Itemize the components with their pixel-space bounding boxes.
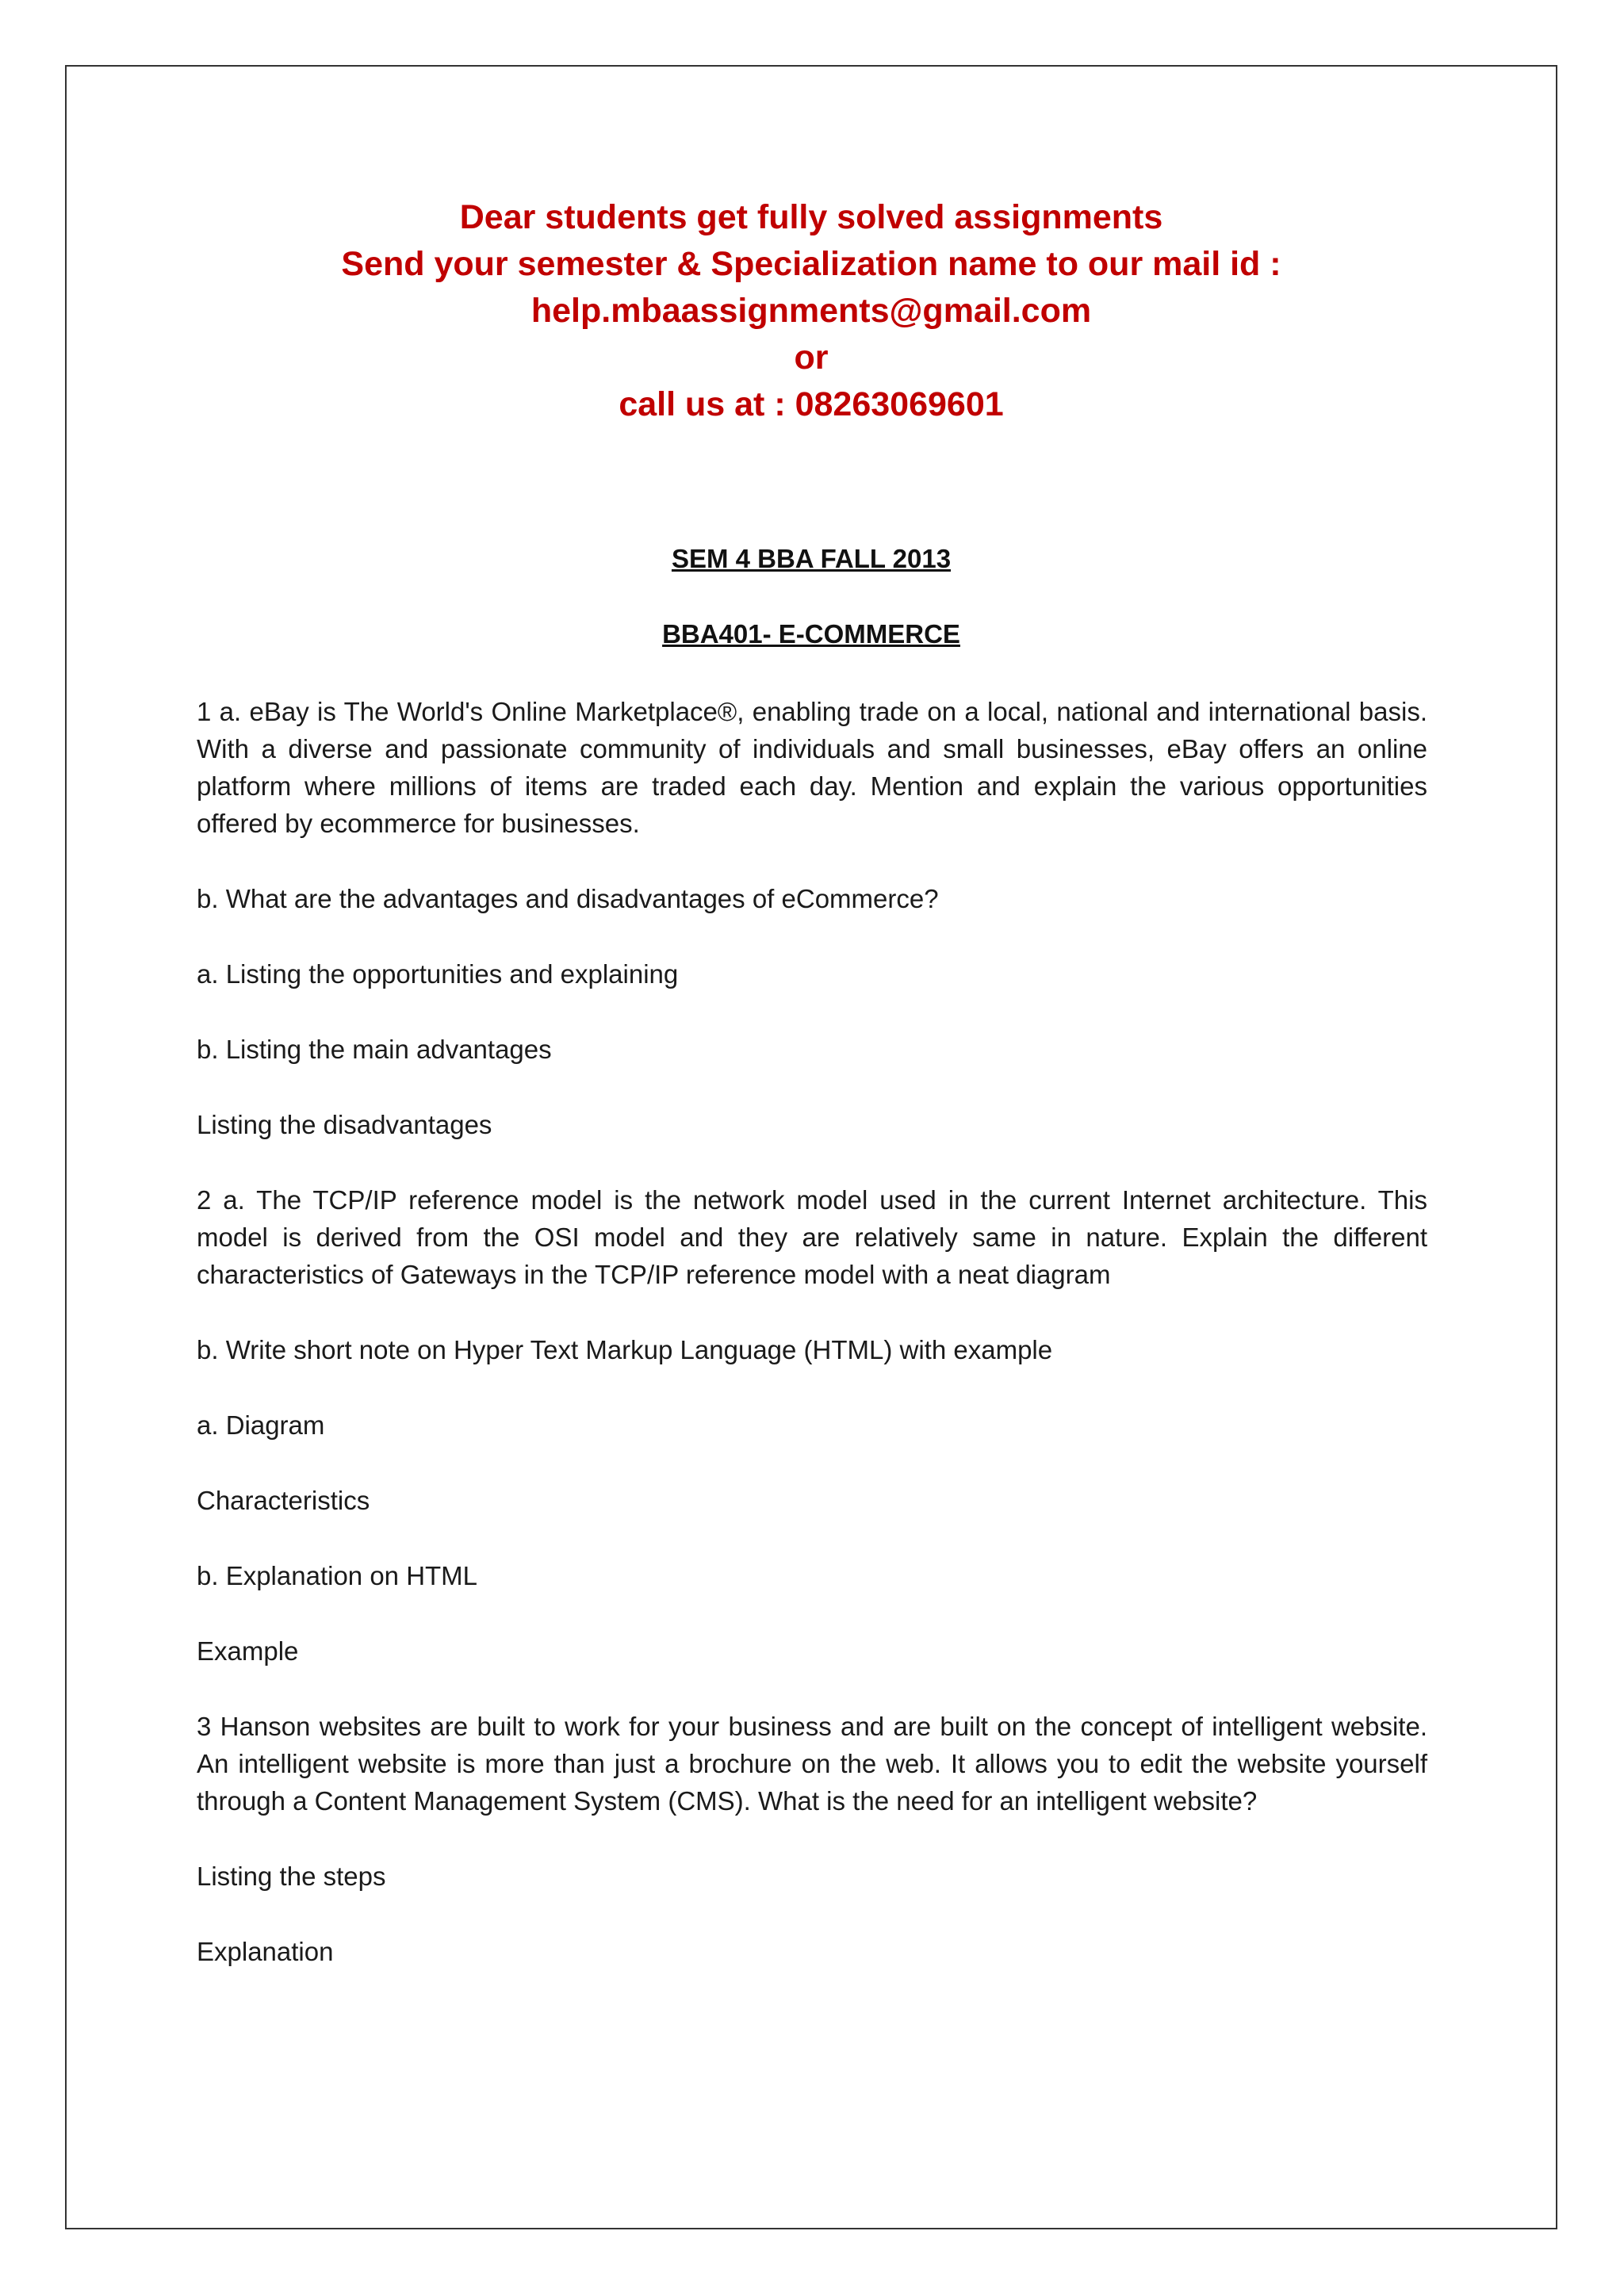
question-3: 3 Hanson websites are built to work for your business and are built on the concept of intelligent website. An intelligent website is more than just a brochure on the web. It allows you to edit the website yourself through a Content Management System (CMS). What is the need for an intelligent website? [197,1712,1427,1816]
answer-3-b: Explanation [197,1937,334,1966]
question-2a: 2 a. The TCP/IP reference model is the network model used in the current Internet architecture. This model is derived from the OSI model and they are relatively same in nature. Explain the different characteristics of Gateways in the TCP/IP reference model with a neat diagram [197,1185,1427,1289]
answer-1-b: b. Listing the main advantages [197,1035,552,1064]
promo-email: help.mbaassignments@gmail.com [530,292,1092,330]
question-1b: b. What are the advantages and disadvantages of eCommerce? [197,884,939,913]
answer-3-a: Listing the steps [197,1862,386,1891]
answer-1-c: Listing the disadvantages [197,1110,492,1139]
promo-line-1: Dear students get fully solved assignments [459,198,1163,236]
answer-2-c: b. Explanation on HTML [197,1561,478,1590]
promo-or: or [794,339,829,377]
promo-line-2: Send your semester & Specialization name to our mail id : [341,245,1281,283]
question-content [197,693,1427,2008]
question-2b: b. Write short note on Hyper Text Markup Language (HTML) with example [197,1335,1053,1364]
answer-2-b: Characteristics [197,1486,370,1515]
promo-header [65,194,1557,428]
semester-title: SEM 4 BBA FALL 2013 [671,544,952,573]
question-1a: 1 a. eBay is The World's Online Marketplace®, enabling trade on a local, national and international basis. With a diverse and passionate community of individuals and small businesses, eBay offers an online platform where millions of items are traded each day. Mention and explain the various opportunities offered by ecommerce for businesses. [197,697,1427,838]
answer-2-a: a. Diagram [197,1410,325,1440]
answer-1-a: a. Listing the opportunities and explaining [197,959,679,989]
promo-phone: call us at : 08263069601 [619,385,1004,423]
subject-title: BBA401- E-COMMERCE [662,619,960,649]
answer-2-d: Example [197,1636,299,1666]
